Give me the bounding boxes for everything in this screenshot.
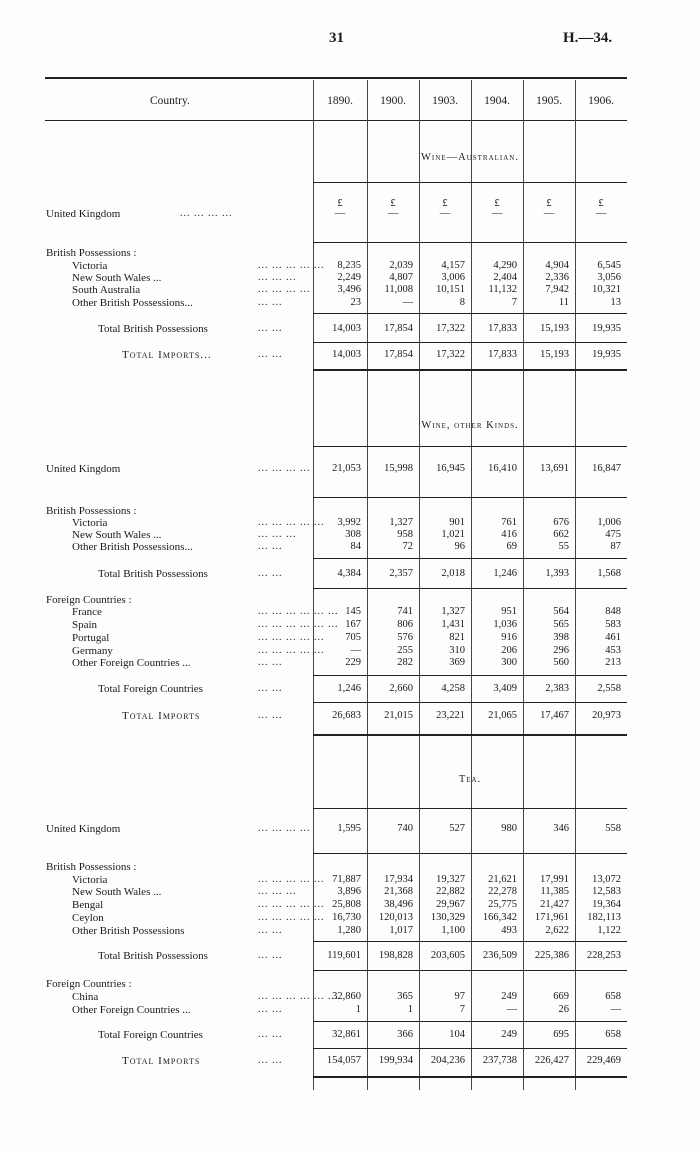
wine-other-fc-row-value: 255 [397, 645, 413, 656]
tea-bp-row-value: 21,368 [384, 886, 413, 897]
wine-other-total-imports-label: Total Imports [122, 710, 201, 722]
leader-dots: ... ... [258, 541, 283, 552]
leader-dots: ... ... ... ... [258, 463, 311, 474]
leader-dots: ... ... [258, 710, 283, 721]
total-rule [313, 1021, 627, 1022]
wine-australian-row-value: 3,056 [597, 272, 621, 283]
wine-other-fc-row-value: 806 [397, 619, 413, 630]
wine-other-bp-row-value: 761 [501, 517, 517, 528]
wine-other-fc-row-value: 583 [605, 619, 621, 630]
wine-other-fc-row-value: 206 [501, 645, 517, 656]
wine-other-uk-value: 16,945 [436, 463, 465, 474]
wine-other-fc-row-value: 1,431 [441, 619, 465, 630]
wine-australian-total-imports-value: 17,854 [384, 349, 413, 360]
tea-total-imports-value: 154,057 [326, 1055, 361, 1066]
wine-australian-row-value: 11,008 [384, 284, 413, 295]
wine-other-bp-row-value: 662 [553, 529, 569, 540]
tea-total-fc-value: 658 [605, 1029, 621, 1040]
currency-unit: £ [337, 198, 343, 209]
tea-bp-row-label: New South Wales ... [72, 886, 162, 898]
wine-other-total-fc-value: 2,558 [597, 683, 621, 694]
total-rule [313, 558, 627, 559]
total-rule [313, 342, 627, 343]
tea-uk-value: 346 [553, 823, 569, 834]
wine-other-fc-row-value: 453 [605, 645, 621, 656]
section-end-rule [313, 734, 627, 736]
leader-dots: ... ... [258, 323, 283, 334]
leader-dots: ... ... ... [258, 886, 297, 897]
tea-total-bp-value: 236,509 [482, 950, 517, 961]
wine-australian-row-value: 10,151 [436, 284, 465, 295]
tea-uk-value: 740 [397, 823, 413, 834]
leader-dots: ... ... ... ... [258, 823, 311, 834]
tea-total-bp-value: 228,253 [586, 950, 621, 961]
wine-other-fc-row-value: 560 [553, 657, 569, 668]
uk-label: United Kingdom [46, 208, 121, 220]
wine-australian-total-bp-value: 14,003 [332, 323, 361, 334]
wine-other-total-imports-value: 23,221 [436, 710, 465, 721]
tea-bp-row-value: 22,882 [436, 886, 465, 897]
wine-other-total-fc-label: Total Foreign Countries [98, 683, 203, 695]
column-divider [523, 80, 524, 1090]
tea-fc-row-value: — [610, 1004, 621, 1015]
top-rule [45, 77, 627, 79]
leader-dots: ... ... ... ... ... [258, 899, 325, 910]
total-rule [313, 702, 627, 703]
tea-uk-value: 527 [449, 823, 465, 834]
leader-dots: ... ... [258, 349, 283, 360]
tea-bp-row-label: Bengal [72, 899, 104, 911]
wine-australian-total-bp-value: 17,854 [384, 323, 413, 334]
tea-fc-row-value: 97 [454, 991, 465, 1002]
wine-australian-total-bp-value: 19,935 [592, 323, 621, 334]
wine-other-bp-row-value: 55 [558, 541, 569, 552]
wine-other-fc-row-label: Spain [72, 619, 98, 631]
wine-other-fc-row-value: 213 [605, 657, 621, 668]
wine-other-fc-row-value: — [350, 645, 361, 656]
currency-dash: — [491, 208, 503, 219]
tea-bp-row-value: 130,329 [430, 912, 465, 923]
wine-other-total-fc-value: 4,258 [441, 683, 465, 694]
column-header-year: 1903. [432, 95, 458, 107]
wine-other-fc-row-value: 916 [501, 632, 517, 643]
wine-australian-row-value: 2,039 [389, 260, 413, 271]
wine-other-fc-row-value: 565 [553, 619, 569, 630]
wine-other-fc-row-value: 1,036 [493, 619, 517, 630]
currency-dash: — [387, 208, 399, 219]
wine-other-uk-value: 16,410 [488, 463, 517, 474]
tea-fc-row-value: 26 [558, 1004, 569, 1015]
leader-dots: ... ... [258, 683, 283, 694]
tea-total-bp-value: 225,386 [534, 950, 569, 961]
wine-australian-total-bp-value: 17,322 [436, 323, 465, 334]
tea-bp-row-value: 3,896 [337, 886, 361, 897]
wine-other-total-fc-value: 1,246 [337, 683, 361, 694]
currency-unit: £ [390, 198, 396, 209]
wine-other-bp-row-value: 3,992 [337, 517, 361, 528]
wine-other-fc-row-value: 296 [553, 645, 569, 656]
leader-dots: ... ... [258, 1055, 283, 1066]
tea-bp-row-value: 12,583 [592, 886, 621, 897]
wine-other-total-bp-value: 1,568 [597, 568, 621, 579]
wine-australian-row-value: 10,321 [592, 284, 621, 295]
tea-bp-row-value: 1,100 [441, 925, 465, 936]
tea-total-imports-value: 204,236 [430, 1055, 465, 1066]
wine-other-total-bp-value: 1,246 [493, 568, 517, 579]
total-rule [313, 1048, 627, 1049]
tea-bp-row-value: 17,991 [540, 874, 569, 885]
column-header-year: 1900. [380, 95, 406, 107]
wine-other-fc-row-value: 848 [605, 606, 621, 617]
currency-dash: — [439, 208, 451, 219]
wine-australian-total-bp-value: 15,193 [540, 323, 569, 334]
leader-dots: ... ... ... ... ... ... [258, 991, 339, 1002]
wine-other-fc-row-label: Germany [72, 645, 113, 657]
tea-total-fc-value: 695 [553, 1029, 569, 1040]
tea-fc-row-label: China [72, 991, 99, 1003]
currency-unit: £ [494, 198, 500, 209]
wine-australian-row-value: 7 [511, 297, 517, 308]
tea-bp-row-value: 25,775 [488, 899, 517, 910]
currency-unit: £ [442, 198, 448, 209]
leader-dots: ... ... ... ... ... [258, 517, 325, 528]
tea-total-imports-value: 199,934 [378, 1055, 413, 1066]
wine-other-uk-label: United Kingdom [46, 463, 121, 475]
section-title-wine-other: Wine, other Kinds. [421, 420, 519, 431]
wine-other-total-fc-value: 2,660 [389, 683, 413, 694]
wine-other-fc-row-value: 1,327 [441, 606, 465, 617]
group-label: British Possessions : [46, 861, 137, 873]
wine-other-total-fc-value: 3,409 [493, 683, 517, 694]
wine-other-bp-row-value: 1,327 [389, 517, 413, 528]
wine-australian-row-value: 3,496 [337, 284, 361, 295]
leader-dots: ... ... ... ... ... ... [258, 619, 339, 630]
wine-other-fc-row-value: 398 [553, 632, 569, 643]
wine-other-bp-row-value: 69 [506, 541, 517, 552]
wine-other-total-bp-value: 2,018 [441, 568, 465, 579]
wine-australian-row-value: 2,404 [493, 272, 517, 283]
leader-dots: ... ... ... ... ... [258, 260, 325, 271]
tea-bp-row-label: Victoria [72, 874, 108, 886]
wine-other-total-bp-label: Total British Possessions [98, 568, 208, 580]
total-rule [313, 313, 627, 314]
tea-fc-row-value: 32,860 [332, 991, 361, 1002]
wine-australian-total-imports-value: 14,003 [332, 349, 361, 360]
leader-dots: ... ... [258, 297, 283, 308]
wine-other-fc-row-value: 167 [345, 619, 361, 630]
wine-australian-row-value: 4,157 [441, 260, 465, 271]
wine-australian-row-value: 3,006 [441, 272, 465, 283]
wine-australian-total-bp-label: Total British Possessions [98, 323, 208, 335]
column-header-country: Country. [150, 95, 190, 107]
wine-australian-row-label: New South Wales ... [72, 272, 162, 284]
wine-other-bp-row-value: 1,021 [441, 529, 465, 540]
tea-total-imports-value: 237,738 [482, 1055, 517, 1066]
tea-bp-row-value: 25,808 [332, 899, 361, 910]
wine-other-bp-row-value: 475 [605, 529, 621, 540]
tea-fc-row-value: — [506, 1004, 517, 1015]
tea-total-bp-label: Total British Possessions [98, 950, 208, 962]
currency-dash: — [543, 208, 555, 219]
wine-other-fc-row-value: 310 [449, 645, 465, 656]
wine-other-uk-value: 13,691 [540, 463, 569, 474]
tea-total-fc-value: 366 [397, 1029, 413, 1040]
currency-unit: £ [546, 198, 552, 209]
tea-total-fc-value: 32,861 [332, 1029, 361, 1040]
row-rule [313, 497, 627, 498]
wine-other-total-imports-value: 17,467 [540, 710, 569, 721]
currency-unit: £ [598, 198, 604, 209]
wine-other-bp-row-label: Victoria [72, 517, 108, 529]
wine-australian-row-value: 6,545 [597, 260, 621, 271]
column-divider [419, 80, 420, 1090]
wine-australian-row-label: South Australia [72, 284, 141, 296]
wine-other-bp-row-value: 308 [345, 529, 361, 540]
section-rule [313, 808, 627, 809]
tea-fc-row-value: 365 [397, 991, 413, 1002]
total-rule [313, 941, 627, 942]
wine-other-bp-row-label: Other British Possessions... [72, 541, 193, 553]
wine-other-total-bp-value: 4,384 [337, 568, 361, 579]
tea-bp-row-value: 21,427 [540, 899, 569, 910]
leader-dots: ... ... [258, 1029, 283, 1040]
column-divider [313, 80, 314, 1090]
wine-australian-row-label: Other British Possessions... [72, 297, 193, 309]
tea-bp-row-label: Other British Possessions [72, 925, 185, 937]
tea-fc-row-value: 1 [407, 1004, 413, 1015]
wine-other-fc-row-label: France [72, 606, 102, 618]
wine-other-bp-row-value: 96 [454, 541, 465, 552]
wine-other-total-imports-value: 26,683 [332, 710, 361, 721]
column-divider [575, 80, 576, 1090]
tea-bp-row-value: 1,017 [389, 925, 413, 936]
wine-australian-row-value: 4,807 [389, 272, 413, 283]
wine-other-bp-row-value: 87 [610, 541, 621, 552]
group-label: British Possessions : [46, 247, 137, 259]
tea-uk-label: United Kingdom [46, 823, 121, 835]
tea-bp-row-value: 2,622 [545, 925, 569, 936]
section-end-rule [313, 1076, 627, 1078]
wine-australian-row-value: 4,904 [545, 260, 569, 271]
currency-dash: — [595, 208, 607, 219]
wine-australian-row-value: 11 [558, 297, 569, 308]
document-reference: H.—34. [563, 30, 613, 46]
tea-bp-row-value: 71,887 [332, 874, 361, 885]
tea-bp-row-value: 22,278 [488, 886, 517, 897]
row-rule [313, 588, 627, 589]
wine-other-bp-row-value: 958 [397, 529, 413, 540]
wine-australian-total-imports-value: 17,322 [436, 349, 465, 360]
section-rule [313, 182, 627, 183]
wine-other-fc-row-value: 300 [501, 657, 517, 668]
tea-total-imports-value: 226,427 [534, 1055, 569, 1066]
leader-dots: ... ... [258, 568, 283, 579]
tea-total-bp-value: 119,601 [327, 950, 361, 961]
wine-australian-row-value: 23 [350, 297, 361, 308]
tea-fc-row-value: 7 [459, 1004, 465, 1015]
column-divider [367, 80, 368, 1090]
tea-fc-row-value: 669 [553, 991, 569, 1002]
total-rule [313, 675, 627, 676]
wine-other-fc-row-value: 229 [345, 657, 361, 668]
wine-australian-row-value: — [402, 297, 413, 308]
tea-bp-row-value: 13,072 [592, 874, 621, 885]
wine-other-fc-row-value: 741 [397, 606, 413, 617]
tea-bp-row-value: 11,385 [540, 886, 569, 897]
wine-australian-row-value: 4,290 [493, 260, 517, 271]
tea-bp-row-value: 19,364 [592, 899, 621, 910]
wine-australian-row-value: 8,235 [337, 260, 361, 271]
section-title-tea: Tea. [458, 774, 482, 785]
tea-bp-row-value: 182,113 [587, 912, 621, 923]
row-rule [313, 970, 627, 971]
tea-bp-row-value: 19,327 [436, 874, 465, 885]
wine-australian-row-value: 2,249 [337, 272, 361, 283]
tea-total-imports-label: Total Imports [122, 1055, 201, 1067]
row-rule [313, 853, 627, 854]
wine-australian-row-value: 11,132 [488, 284, 517, 295]
wine-other-fc-row-value: 576 [397, 632, 413, 643]
tea-fc-row-value: 1 [355, 1004, 361, 1015]
wine-other-total-fc-value: 2,383 [545, 683, 569, 694]
wine-australian-row-value: 7,942 [545, 284, 569, 295]
leader-dots: ... ... [258, 657, 283, 668]
leader-dots: ... ... [258, 1004, 283, 1015]
leader-dots: ... ... ... ... [258, 284, 311, 295]
wine-other-bp-row-value: 84 [350, 541, 361, 552]
leader-dots: ... ... [258, 925, 283, 936]
tea-bp-row-value: 16,730 [332, 912, 361, 923]
tea-bp-row-value: 120,013 [378, 912, 413, 923]
tea-total-imports-value: 229,469 [586, 1055, 621, 1066]
tea-bp-row-value: 1,122 [597, 925, 621, 936]
leader-dots: ... ... ... ... ... [258, 632, 325, 643]
tea-bp-row-value: 493 [501, 925, 517, 936]
wine-other-total-bp-value: 2,357 [389, 568, 413, 579]
tea-fc-row-value: 658 [605, 991, 621, 1002]
column-header-year: 1905. [536, 95, 562, 107]
tea-uk-value: 558 [605, 823, 621, 834]
tea-total-bp-value: 203,605 [430, 950, 465, 961]
leader-dots: ... ... [258, 950, 283, 961]
wine-australian-row-value: 2,336 [545, 272, 569, 283]
wine-other-bp-row-value: 416 [501, 529, 517, 540]
wine-other-total-bp-value: 1,393 [545, 568, 569, 579]
tea-bp-row-value: 38,496 [384, 899, 413, 910]
wine-australian-total-imports-label: Total Imports... [122, 349, 212, 361]
wine-other-total-imports-value: 20,973 [592, 710, 621, 721]
tea-bp-row-label: Ceylon [72, 912, 104, 924]
wine-other-total-imports-value: 21,065 [488, 710, 517, 721]
section-end-rule [313, 369, 627, 371]
column-header-year: 1890. [327, 95, 353, 107]
wine-other-bp-row-value: 676 [553, 517, 569, 528]
row-rule [313, 242, 627, 243]
wine-other-fc-row-value: 564 [553, 606, 569, 617]
tea-bp-row-value: 17,934 [384, 874, 413, 885]
header-bottom-rule [45, 120, 627, 121]
wine-other-fc-row-label: Portugal [72, 632, 110, 644]
wine-other-bp-row-value: 1,006 [597, 517, 621, 528]
tea-bp-row-value: 29,967 [436, 899, 465, 910]
wine-other-uk-value: 21,053 [332, 463, 361, 474]
wine-australian-row-value: 8 [459, 297, 465, 308]
wine-australian-total-bp-value: 17,833 [488, 323, 517, 334]
wine-other-bp-row-label: New South Wales ... [72, 529, 162, 541]
wine-australian-total-imports-value: 15,193 [540, 349, 569, 360]
wine-other-fc-row-value: 282 [397, 657, 413, 668]
column-header-year: 1906. [588, 95, 614, 107]
section-rule [313, 446, 627, 447]
leader-dots: ... ... ... ... ... ... [258, 606, 339, 617]
leader-dots: ... ... ... [258, 529, 297, 540]
tea-bp-row-value: 171,961 [534, 912, 569, 923]
tea-total-bp-value: 198,828 [378, 950, 413, 961]
column-divider [471, 80, 472, 1090]
tea-bp-row-value: 166,342 [482, 912, 517, 923]
column-header-year: 1904. [484, 95, 510, 107]
wine-other-total-imports-value: 21,015 [384, 710, 413, 721]
leader-dots: ... ... ... ... ... [258, 874, 325, 885]
wine-other-fc-row-value: 369 [449, 657, 465, 668]
tea-bp-row-value: 1,280 [337, 925, 361, 936]
wine-other-fc-row-label: Other Foreign Countries ... [72, 657, 191, 669]
wine-other-bp-row-value: 72 [402, 541, 413, 552]
section-title-wine-australian: Wine—Australian. [421, 152, 519, 163]
wine-other-fc-row-value: 461 [605, 632, 621, 643]
tea-bp-row-value: 21,621 [488, 874, 517, 885]
tea-fc-row-value: 249 [501, 991, 517, 1002]
group-label: Foreign Countries : [46, 978, 132, 990]
wine-australian-total-imports-value: 17,833 [488, 349, 517, 360]
page-number: 31 [329, 30, 344, 46]
wine-other-uk-value: 15,998 [384, 463, 413, 474]
wine-australian-row-label: Victoria [72, 260, 108, 272]
group-label: British Possessions : [46, 505, 137, 517]
tea-total-fc-value: 249 [501, 1029, 517, 1040]
tea-uk-value: 1,595 [337, 823, 361, 834]
wine-other-bp-row-value: 901 [449, 517, 465, 528]
tea-total-fc-label: Total Foreign Countries [98, 1029, 203, 1041]
wine-other-uk-value: 16,847 [592, 463, 621, 474]
leader-dots: ... ... ... [258, 272, 297, 283]
leader-dots: ... ... ... ... ... [258, 645, 325, 656]
leader-dots: ... ... ... ... [180, 208, 233, 219]
currency-dash: — [334, 208, 346, 219]
wine-australian-row-value: 13 [610, 297, 621, 308]
wine-other-fc-row-value: 821 [449, 632, 465, 643]
wine-other-fc-row-value: 705 [345, 632, 361, 643]
wine-other-fc-row-value: 145 [345, 606, 361, 617]
tea-uk-value: 980 [501, 823, 517, 834]
leader-dots: ... ... ... ... ... [258, 912, 325, 923]
wine-other-fc-row-value: 951 [501, 606, 517, 617]
wine-australian-total-imports-value: 19,935 [592, 349, 621, 360]
tea-fc-row-label: Other Foreign Countries ... [72, 1004, 191, 1016]
tea-total-fc-value: 104 [449, 1029, 465, 1040]
group-label: Foreign Countries : [46, 594, 132, 606]
